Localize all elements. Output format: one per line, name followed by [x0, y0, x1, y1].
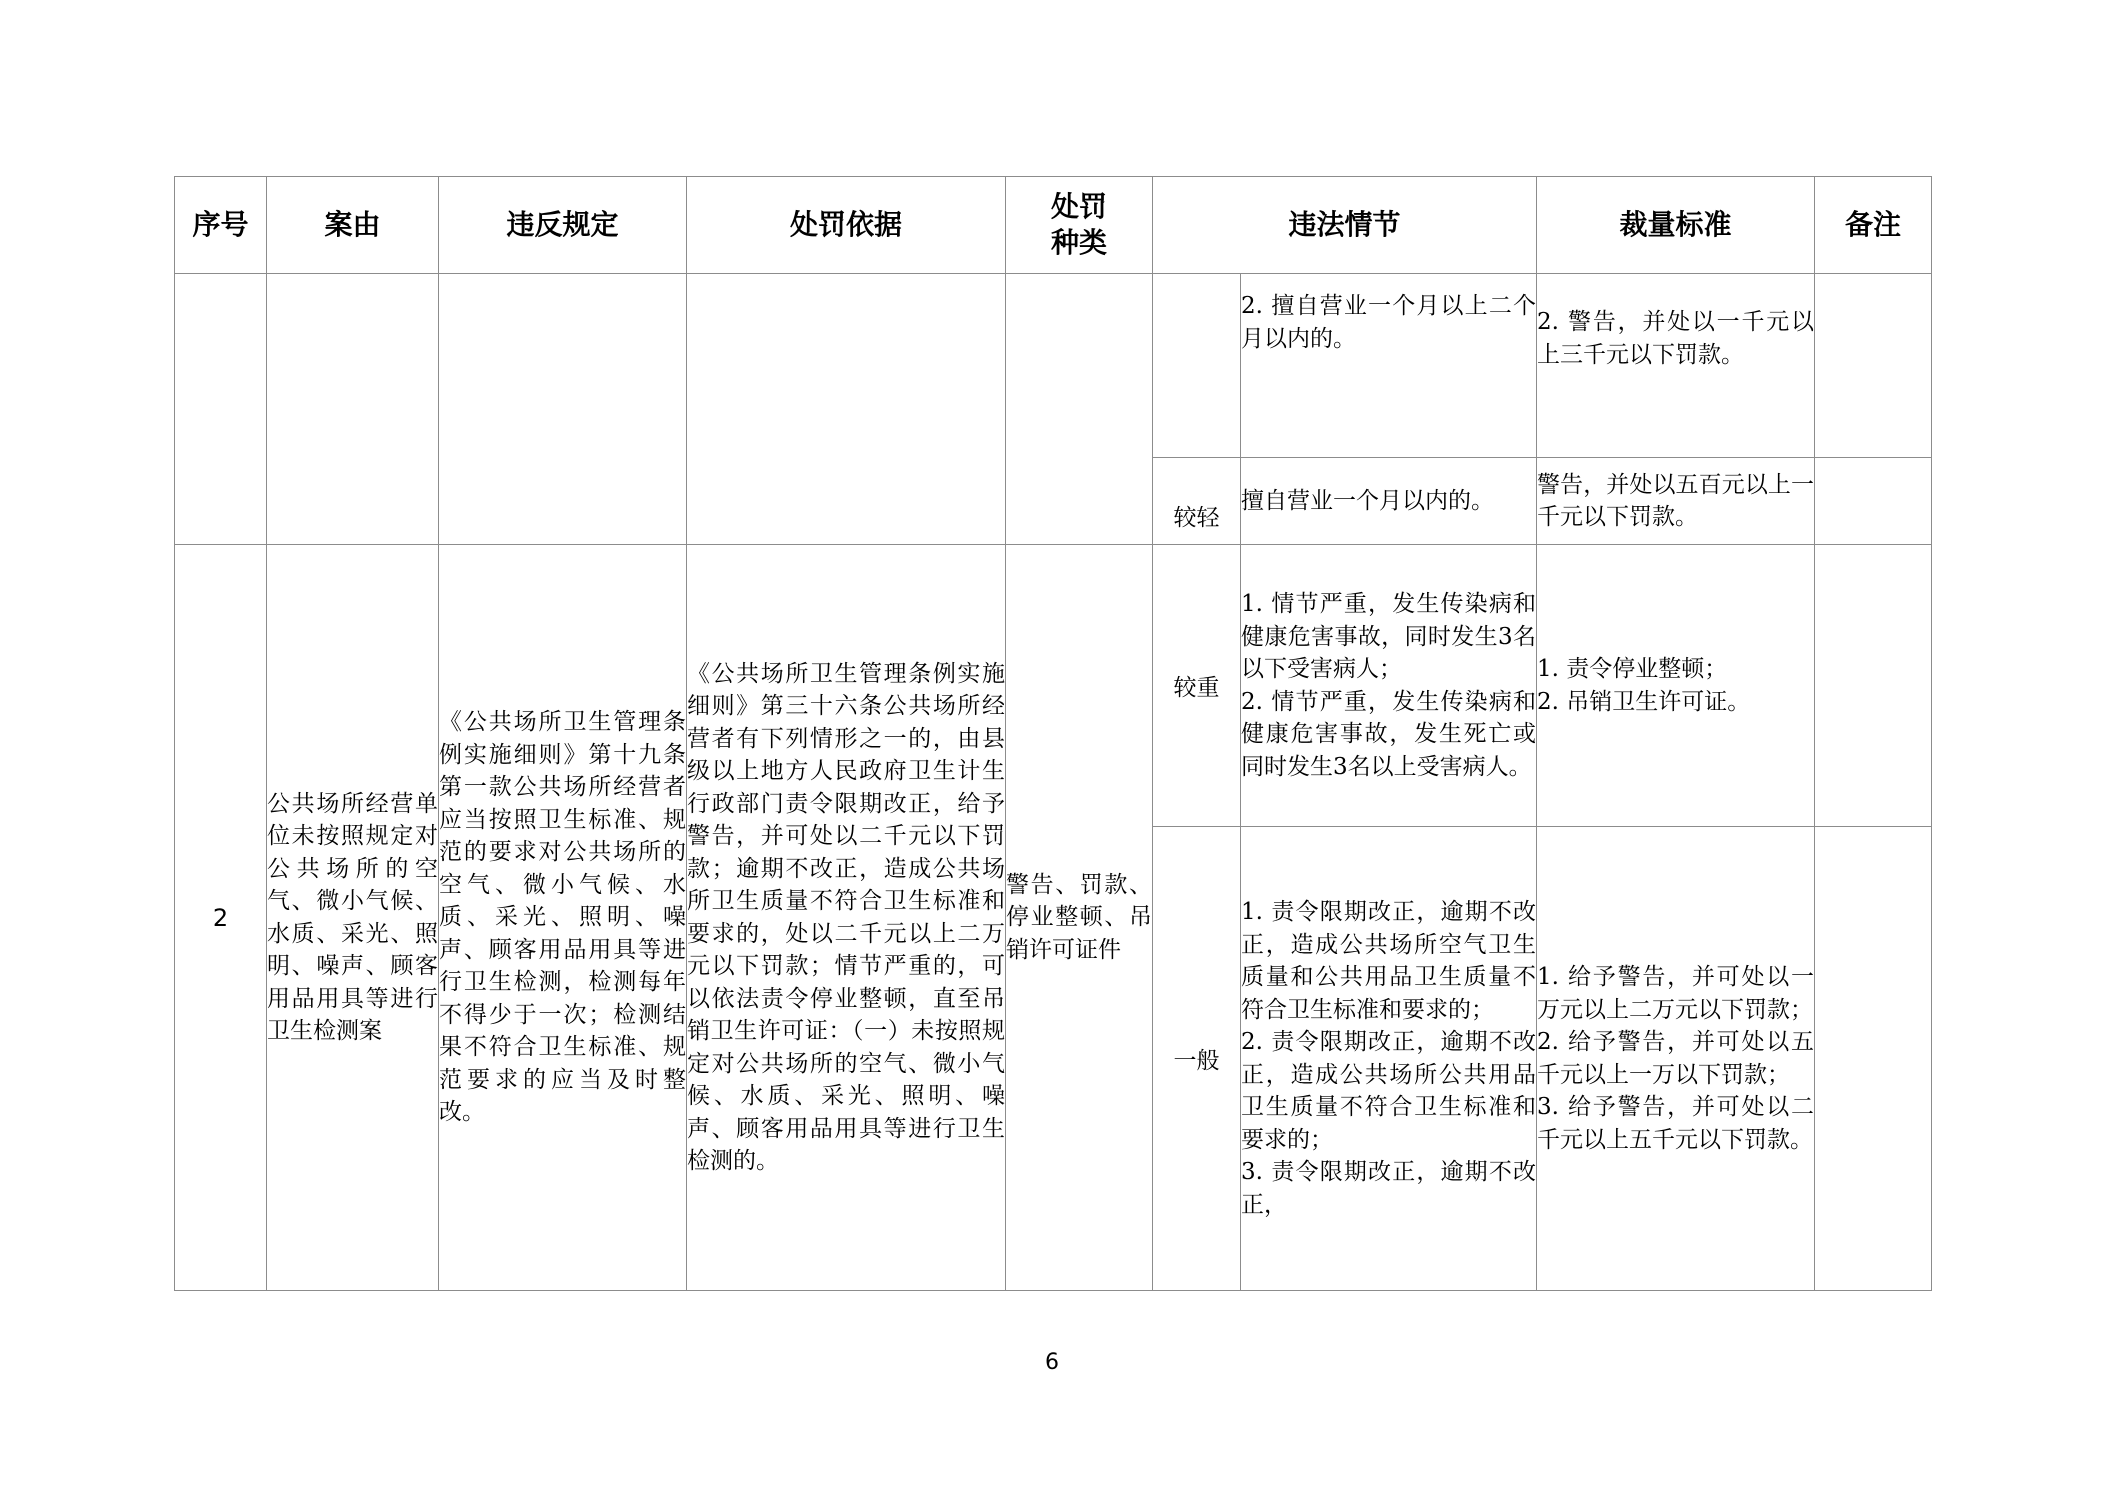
level-cell — [1153, 274, 1241, 458]
standard-item: 1. 责令停业整顿； — [1537, 656, 1728, 682]
table-row — [175, 274, 1932, 458]
circumstance-cell — [1241, 827, 1537, 1291]
circumstance-item: 2. 责令限期改正，逾期不改正，造成公共场所公共用品卫生质量不符合卫生标准和要求的； — [1241, 1029, 1537, 1153]
header-circumstance: 违法情节 — [1153, 177, 1537, 274]
header-penalty-type-line2: 种类 — [1050, 226, 1107, 259]
table-row — [175, 545, 1932, 827]
circumstance-cell — [1241, 545, 1537, 827]
violation-cell-empty — [439, 274, 687, 545]
header-penalty-type — [1006, 177, 1153, 274]
level-cell: 较轻 — [1153, 458, 1241, 545]
header-remark: 备注 — [1815, 177, 1932, 274]
seq-cell-empty — [175, 274, 267, 545]
circumstance-item: 2. 情节严重，发生传染病和健康危害事故，发生死亡或同时发生3名以上受害病人。 — [1241, 688, 1537, 780]
circumstance-item: 3. 责令限期改正，逾期不改正， — [1241, 1159, 1537, 1218]
level-cell: 较重 — [1153, 545, 1241, 827]
header-basis: 处罚依据 — [687, 177, 1006, 274]
penalty-type-cell: 警告、罚款、停业整顿、吊销许可证件 — [1006, 545, 1153, 1291]
page-number: 6 — [1045, 1350, 1059, 1375]
standard-item: 2. 吊销卫生许可证。 — [1537, 688, 1751, 715]
header-standard: 裁量标准 — [1537, 177, 1815, 274]
header-row — [175, 177, 1932, 274]
header-violation: 违反规定 — [439, 177, 687, 274]
level-cell: 一般 — [1153, 827, 1241, 1291]
standard-cell: 警告，并处以五百元以上一千元以下罚款。 — [1537, 458, 1815, 545]
remark-cell — [1815, 274, 1932, 458]
basis-cell-empty — [687, 274, 1006, 545]
standard-cell — [1537, 545, 1815, 827]
remark-cell — [1815, 458, 1932, 545]
remark-cell — [1815, 545, 1932, 827]
case-cell-empty — [267, 274, 439, 545]
header-case: 案由 — [267, 177, 439, 274]
penalty-type-cell-empty — [1006, 274, 1153, 545]
header-penalty-type-line1: 处罚 — [1050, 190, 1107, 223]
penalty-discretion-table — [174, 176, 1932, 1291]
basis-cell: 《公共场所卫生管理条例实施细则》第三十六条公共场所经营者有下列情形之一的，由县级以上地方人民政府卫生计生行政部门责令限期改正，给予警告，并可处以二千元以下罚款；逾期不改正，造成公共场所卫生质量不符合卫生标准和要求的，处以二千元以上二万元以下罚款；情节严重的，可以依法责令停业整顿，直至吊销卫生许可证：（一）未按照规定对公共场所的空气、微小气候、水质、采光、照明、噪声、顾客用品用具等进行卫生检测的。 — [687, 545, 1006, 1291]
circumstance-cell: 擅自营业一个月以内的。 — [1241, 458, 1537, 545]
standard-item: 3. 给予警告，并可处以二千元以上五千元以下罚款。 — [1537, 1094, 1815, 1153]
standard-cell — [1537, 827, 1815, 1291]
case-cell: 公共场所经营单位未按照规定对公共场所的空气、微小气候、水质、采光、照明、噪声、顾客用品用具等进行卫生检测案 — [267, 545, 439, 1291]
circumstance-cell: 2. 擅自营业一个月以上二个月以内的。 — [1241, 274, 1537, 458]
seq-cell: 2 — [175, 545, 267, 1291]
standard-cell: 2. 警告，并处以一千元以上三千元以下罚款。 — [1537, 274, 1815, 458]
remark-cell — [1815, 827, 1932, 1291]
violation-cell: 《公共场所卫生管理条例实施细则》第十九条第一款公共场所经营者应当按照卫生标准、规范的要求对公共场所的空气、微小气候、水质、采光、照明、噪声、顾客用品用具等进行卫生检测，检测每年不得少于一次；检测结果不符合卫生标准、规范要求的应当及时整改。 — [439, 545, 687, 1291]
circumstance-item: 1. 责令限期改正，逾期不改正，造成公共场所空气卫生质量和公共用品卫生质量不符合卫生标准和要求的； — [1241, 899, 1537, 1023]
circumstance-item: 1. 情节严重，发生传染病和健康危害事故，同时发生3名以下受害病人； — [1241, 591, 1537, 682]
standard-item: 1. 给予警告，并可处以一万元以上二万元以下罚款； — [1537, 964, 1815, 1023]
standard-item: 2. 给予警告，并可处以五千元以上一万以下罚款； — [1537, 1029, 1815, 1088]
header-seq: 序号 — [175, 177, 267, 274]
